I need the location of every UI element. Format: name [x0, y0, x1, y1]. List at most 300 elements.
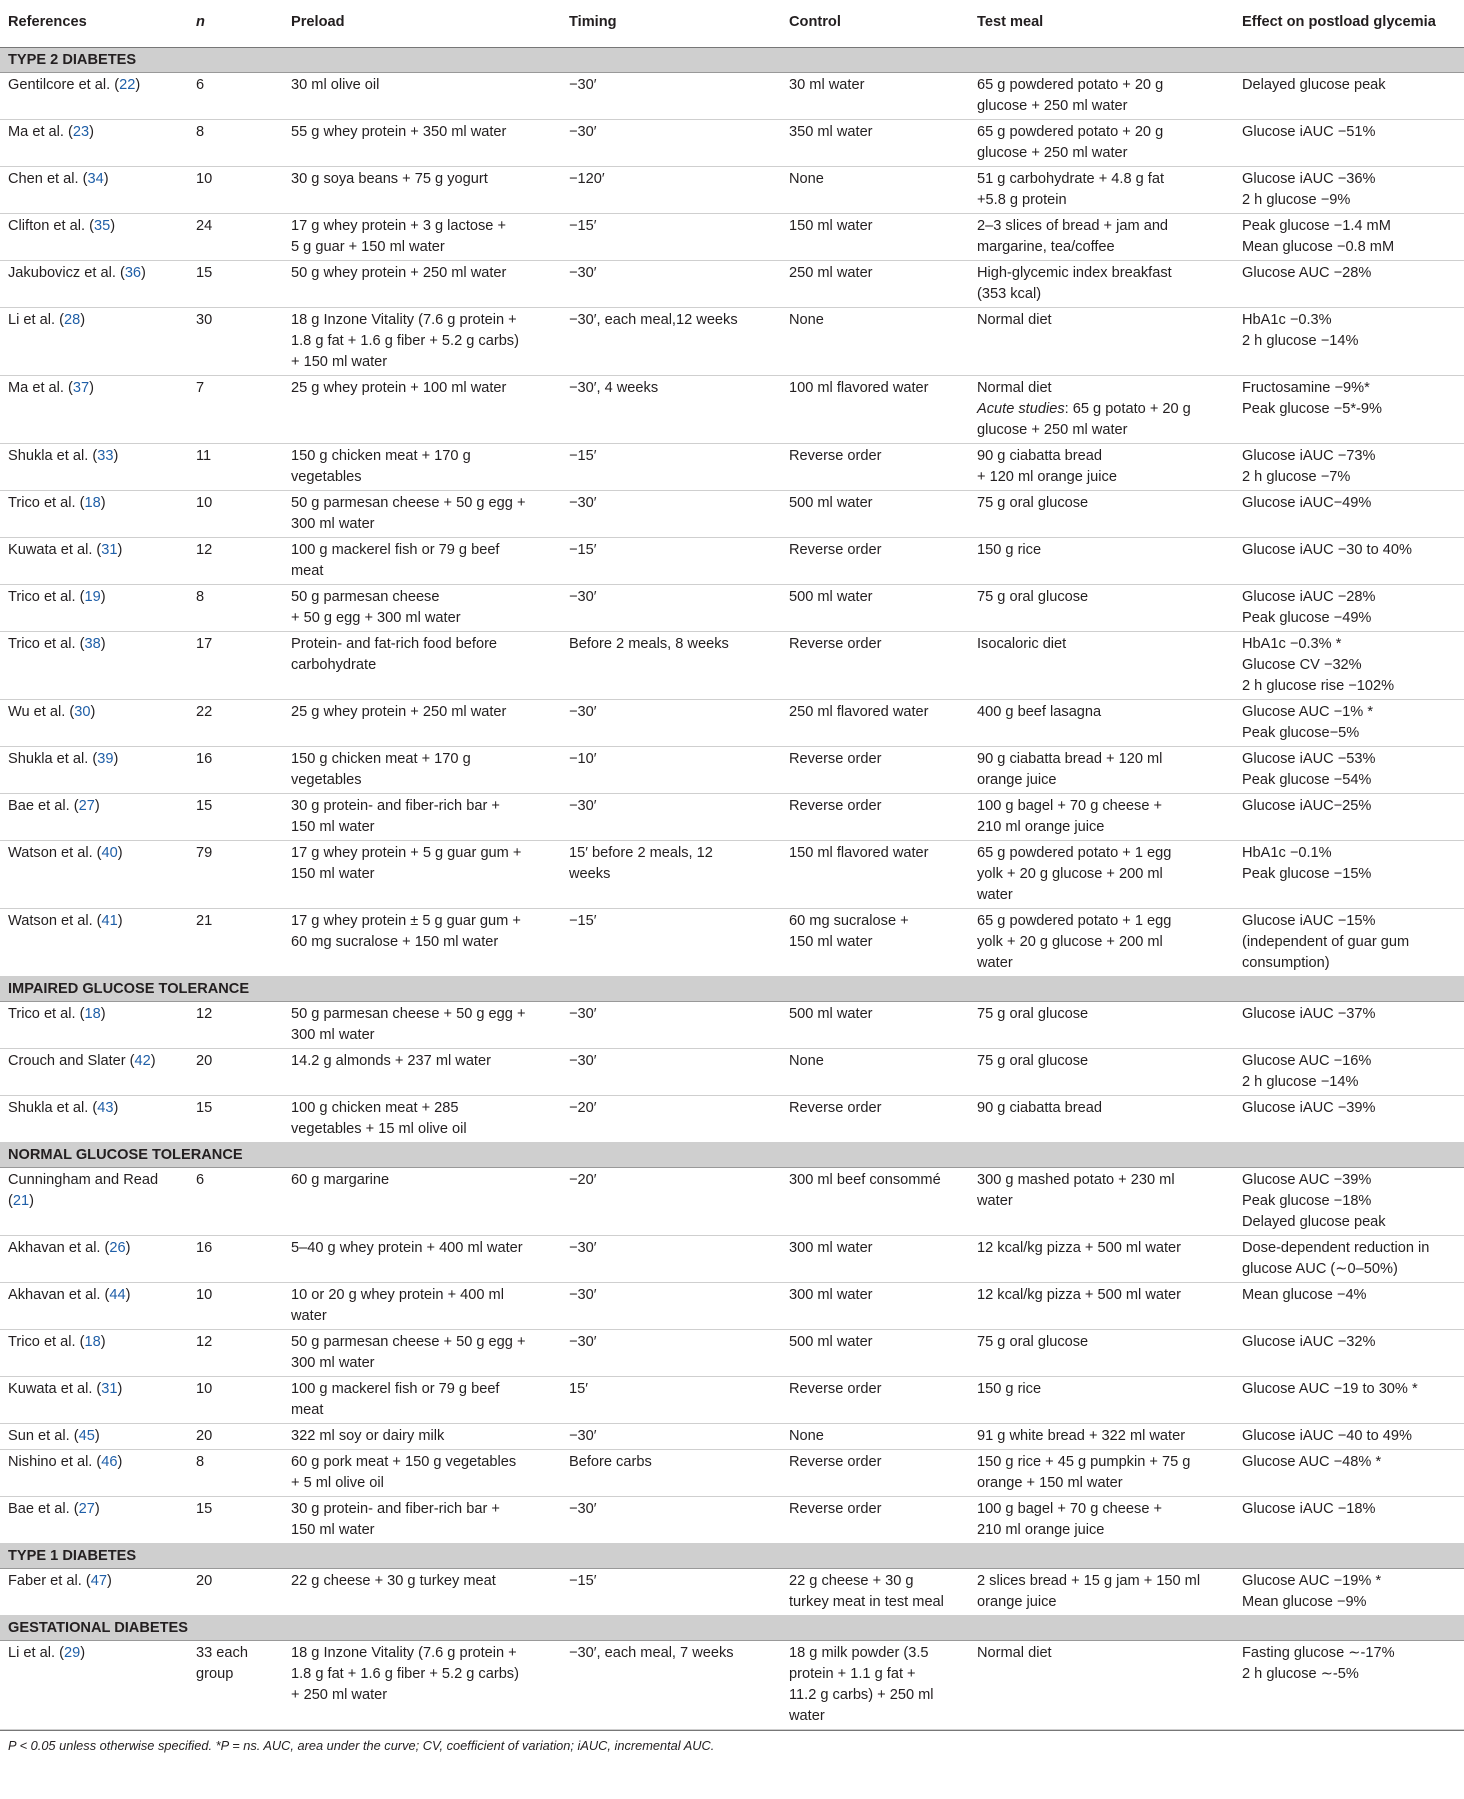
cell-line: 60 g pork meat + 150 g vegetables [291, 1454, 517, 1470]
cell-line: None [789, 1053, 824, 1069]
reference-cell[interactable] [0, 1049, 188, 1096]
reference-link[interactable]: Wu et al. (30) [8, 704, 96, 720]
reference-link[interactable]: Trico et al. (18) [8, 495, 106, 511]
table-footnote: P < 0.05 unless otherwise specified. *P = ns. AUC, area under the curve; CV, coefficient of variation; iAUC, incremental AUC. [0, 1730, 1464, 1755]
cell-line: −15′ [569, 1573, 597, 1589]
reference-cell[interactable] [0, 214, 188, 261]
cell-line: Glucose AUC −48% * [1242, 1454, 1382, 1470]
cell-line: Glucose iAUC −40 to 49% [1242, 1428, 1412, 1444]
effect-cell [1234, 538, 1464, 585]
cell-line: 65 g powdered potato + 20 g [977, 124, 1164, 140]
reference-link[interactable]: Shukla et al. (43) [8, 1100, 119, 1116]
table-header [0, 0, 1464, 48]
cell-line: 150 ml flavored water [789, 845, 929, 861]
reference-cell[interactable] [0, 1330, 188, 1377]
cell-line: HbA1c −0.3% * [1242, 636, 1342, 652]
effect-cell [1234, 214, 1464, 261]
n-cell [188, 308, 283, 376]
reference-link[interactable]: Ma et al. (23) [8, 124, 94, 140]
cell-line: Glucose AUC −28% [1242, 265, 1372, 281]
control-cell [781, 214, 969, 261]
cell-line: 55 g whey protein + 350 ml water [291, 124, 507, 140]
col-timing: Timing [561, 0, 781, 48]
cell-line: Delayed glucose peak [1242, 1214, 1386, 1230]
table-row [0, 1377, 1464, 1424]
cell-line: 15′ before 2 meals, 12 [569, 845, 713, 861]
reference-link[interactable]: Shukla et al. (39) [8, 751, 119, 767]
cell-line: 75 g oral glucose [977, 1053, 1089, 1069]
preload-cell [283, 1002, 561, 1049]
preload-cell [283, 120, 561, 167]
n-cell [188, 841, 283, 909]
effect-cell [1234, 1641, 1464, 1730]
cell-line: 12 [196, 1334, 213, 1350]
cell-line [977, 399, 1224, 420]
cell-line: −30′ [569, 1334, 597, 1350]
reference-link[interactable]: Bae et al. (27) [8, 798, 100, 814]
reference-cell[interactable] [0, 1236, 188, 1283]
effect-cell [1234, 1236, 1464, 1283]
cell-line: protein + 1.1 g fat + [789, 1666, 916, 1682]
test-meal-cell [969, 1497, 1234, 1544]
n-cell [188, 585, 283, 632]
control-cell [781, 444, 969, 491]
control-cell [781, 1096, 969, 1143]
cell-line: 17 g whey protein ± 5 g guar gum + [291, 913, 521, 929]
table-row [0, 214, 1464, 261]
reference-link[interactable]: Clifton et al. (35) [8, 218, 116, 234]
table-row [0, 261, 1464, 308]
test-meal-cell [969, 1641, 1234, 1730]
col-control: Control [781, 0, 969, 48]
cell-line: −30′, each meal,12 weeks [569, 312, 738, 328]
reference-cell[interactable] [0, 261, 188, 308]
cell-line: Glucose iAUC−25% [1242, 798, 1372, 814]
cell-line: Peak glucose −49% [1242, 610, 1372, 626]
effect-cell [1234, 73, 1464, 120]
cell-line: 5 g guar + 150 ml water [291, 239, 445, 255]
cell-line: 15 [196, 798, 213, 814]
table-row [0, 1236, 1464, 1283]
effect-cell [1234, 632, 1464, 700]
cell-line: margarine, tea/coffee [977, 239, 1115, 255]
effect-cell [1234, 444, 1464, 491]
control-cell [781, 261, 969, 308]
test-meal-cell [969, 747, 1234, 794]
cell-line: HbA1c −0.1% [1242, 845, 1332, 861]
control-cell [781, 841, 969, 909]
timing-cell [561, 214, 781, 261]
preload-cell [283, 538, 561, 585]
table-row [0, 585, 1464, 632]
reference-cell[interactable] [0, 73, 188, 120]
cell-line: Peak glucose −54% [1242, 772, 1372, 788]
control-cell [781, 1168, 969, 1236]
cell-line: (independent of guar gum [1242, 934, 1410, 950]
test-meal-cell [969, 1377, 1234, 1424]
cell-line: −10′ [569, 751, 597, 767]
effect-cell [1234, 1049, 1464, 1096]
cell-line: −15′ [569, 913, 597, 929]
timing-cell [561, 491, 781, 538]
reference-cell[interactable] [0, 1002, 188, 1049]
test-meal-cell [969, 538, 1234, 585]
reference-link[interactable]: Watson et al. (40) [8, 845, 123, 861]
test-meal-cell [969, 491, 1234, 538]
cell-line: Glucose iAUC −73% [1242, 448, 1376, 464]
timing-cell [561, 1424, 781, 1450]
effect-cell [1234, 1330, 1464, 1377]
reference-link[interactable]: Li et al. (28) [8, 312, 86, 328]
cell-line: 10 or 20 g whey protein + 400 ml [291, 1287, 504, 1303]
control-cell [781, 1283, 969, 1330]
cell-line: 150 ml water [291, 866, 375, 882]
table-row [0, 444, 1464, 491]
cell-line: 30 g protein- and fiber-rich bar + [291, 1501, 500, 1517]
cell-line: 16 [196, 751, 213, 767]
preload-cell [283, 1641, 561, 1730]
col-n: n [188, 0, 283, 48]
effect-cell [1234, 909, 1464, 977]
reference-cell[interactable] [0, 491, 188, 538]
cell-line: water [789, 1708, 825, 1724]
cell-line: 60 mg sucralose + 150 ml water [291, 934, 499, 950]
cell-line: 2 h glucose −14% [1242, 333, 1359, 349]
cell-line: 15 [196, 265, 213, 281]
group-header-row [0, 1143, 1464, 1168]
cell-line: 150 ml water [291, 819, 375, 835]
reference-link[interactable]: Akhavan et al. (44) [8, 1287, 131, 1303]
preload-cell [283, 1049, 561, 1096]
cell-line: 8 [196, 124, 205, 140]
col-test-meal: Test meal [969, 0, 1234, 48]
reference-cell[interactable] [0, 909, 188, 977]
cell-line: Normal diet [977, 1645, 1052, 1661]
cell-line: 33 each [196, 1645, 248, 1661]
cell-line: yolk + 20 g glucose + 200 ml [977, 934, 1163, 950]
cell-line: 30 [196, 312, 213, 328]
cell-line: 100 g chicken meat + 285 [291, 1100, 459, 1116]
control-cell [781, 1002, 969, 1049]
cell-line: Reverse order [789, 751, 882, 767]
timing-cell [561, 1002, 781, 1049]
cell-line: −30′ [569, 1287, 597, 1303]
col-effect: Effect on postload glycemia [1234, 0, 1464, 48]
reference-cell[interactable] [0, 1424, 188, 1450]
timing-cell [561, 167, 781, 214]
cell-line: meat [291, 1402, 324, 1418]
cell-line: −30′ [569, 1053, 597, 1069]
n-cell [188, 1497, 283, 1544]
test-meal-cell [969, 700, 1234, 747]
test-meal-cell [969, 1096, 1234, 1143]
cell-line: 300 g mashed potato + 230 ml [977, 1172, 1175, 1188]
cell-line: 11.2 g carbs) + 250 ml [789, 1687, 934, 1703]
cell-line: 65 g powdered potato + 1 egg [977, 845, 1172, 861]
reference-link[interactable]: Trico et al. (18) [8, 1334, 106, 1350]
timing-cell [561, 909, 781, 977]
cell-line: glucose + 250 ml water [977, 98, 1128, 114]
reference-link[interactable]: Akhavan et al. (26) [8, 1240, 131, 1256]
timing-cell [561, 120, 781, 167]
reference-cell[interactable] [0, 376, 188, 444]
reference-cell[interactable] [0, 167, 188, 214]
cell-line: −30′ [569, 124, 597, 140]
cell-line: 18 g milk powder (3.5 [789, 1645, 929, 1661]
cell-line: Glucose AUC −19 to 30% * [1242, 1381, 1418, 1397]
timing-cell [561, 308, 781, 376]
test-meal-cell [969, 1450, 1234, 1497]
cell-line: 322 ml soy or dairy milk [291, 1428, 445, 1444]
cell-line: carbohydrate [291, 657, 377, 673]
group-header-row [0, 48, 1464, 73]
cell-line: 250 ml flavored water [789, 704, 929, 720]
reference-link[interactable]: Shukla et al. (33) [8, 448, 119, 464]
reference-link[interactable]: Trico et al. (18) [8, 1006, 106, 1022]
n-cell [188, 1641, 283, 1730]
timing-cell [561, 1641, 781, 1730]
n-cell [188, 1236, 283, 1283]
control-cell [781, 1569, 969, 1616]
cell-line: 6 [196, 77, 205, 93]
cell-line: 50 g whey protein + 250 ml water [291, 265, 507, 281]
reference-cell[interactable] [0, 1377, 188, 1424]
cell-line: Glucose AUC −1% * [1242, 704, 1374, 720]
reference-cell[interactable] [0, 747, 188, 794]
cell-line: + 50 g egg + 300 ml water [291, 610, 461, 626]
n-cell [188, 73, 283, 120]
control-cell [781, 167, 969, 214]
cell-line: 8 [196, 589, 205, 605]
reference-cell[interactable] [0, 1497, 188, 1544]
reference-cell[interactable] [0, 538, 188, 585]
n-cell [188, 1330, 283, 1377]
reference-cell[interactable] [0, 794, 188, 841]
test-meal-cell [969, 167, 1234, 214]
test-meal-cell [969, 376, 1234, 444]
reference-link[interactable]: Trico et al. (19) [8, 589, 106, 605]
cell-line: 10 [196, 1381, 213, 1397]
cell-line: HbA1c −0.3% [1242, 312, 1332, 328]
cell-line: consumption) [1242, 955, 1330, 971]
cell-line: Mean glucose −9% [1242, 1594, 1367, 1610]
preload-cell [283, 214, 561, 261]
timing-cell [561, 73, 781, 120]
cell-line: None [789, 312, 824, 328]
table-row [0, 1330, 1464, 1377]
cell-line: 51 g carbohydrate + 4.8 g fat [977, 171, 1165, 187]
cell-line: 25 g whey protein + 250 ml water [291, 704, 507, 720]
cell-line: 65 g powdered potato + 20 g [977, 77, 1164, 93]
cell-line: Peak glucose −1.4 mM [1242, 218, 1391, 234]
cell-line: orange + 150 ml water [977, 1475, 1123, 1491]
control-cell [781, 909, 969, 977]
cell-line: 150 g rice [977, 1381, 1042, 1397]
table-row [0, 1168, 1464, 1236]
cell-line: 90 g ciabatta bread [977, 1100, 1102, 1116]
preload-cell [283, 1330, 561, 1377]
effect-cell [1234, 1424, 1464, 1450]
cell-line: −30′ [569, 1240, 597, 1256]
test-meal-cell [969, 308, 1234, 376]
reference-cell[interactable] [0, 444, 188, 491]
reference-link[interactable]: Jakubovicz et al. (36) [8, 265, 146, 281]
test-meal-cell [969, 1283, 1234, 1330]
cell-line: 15 [196, 1100, 213, 1116]
cell-line: −120′ [569, 171, 605, 187]
cell-line: Glucose CV −32% [1242, 657, 1362, 673]
effect-cell [1234, 1168, 1464, 1236]
cell-line: 300 ml water [291, 516, 375, 532]
cell-line: Reverse order [789, 1381, 882, 1397]
reference-cell[interactable] [0, 1641, 188, 1730]
cell-line: 2–3 slices of bread + jam and [977, 218, 1169, 234]
preload-cell [283, 73, 561, 120]
control-cell [781, 1497, 969, 1544]
reference-link[interactable]: Bae et al. (27) [8, 1501, 100, 1517]
group-title: NORMAL GLUCOSE TOLERANCE [0, 1143, 1464, 1168]
timing-cell [561, 700, 781, 747]
cell-line: +5.8 g protein [977, 192, 1067, 208]
control-cell [781, 308, 969, 376]
cell-line: + 5 ml olive oil [291, 1475, 384, 1491]
col-references: References [0, 0, 188, 48]
n-cell [188, 261, 283, 308]
cell-line: 14.2 g almonds + 237 ml water [291, 1053, 491, 1069]
cell-line: glucose + 250 ml water [977, 145, 1128, 161]
preload-cell [283, 909, 561, 977]
reference-cell[interactable] [0, 841, 188, 909]
cell-line: 100 g mackerel fish or 79 g beef [291, 1381, 500, 1397]
reference-link[interactable]: Ma et al. (37) [8, 380, 94, 396]
control-cell [781, 376, 969, 444]
cell-line: glucose + 250 ml water [977, 422, 1128, 438]
cell-line: Before 2 meals, 8 weeks [569, 636, 729, 652]
cell-line: Glucose iAUC −28% [1242, 589, 1376, 605]
cell-line: Glucose iAUC −53% [1242, 751, 1376, 767]
preload-cell [283, 700, 561, 747]
table-row [0, 1283, 1464, 1330]
cell-line: 50 g parmesan cheese + 50 g egg + [291, 1334, 526, 1350]
effect-cell [1234, 1002, 1464, 1049]
cell-line: −30′ [569, 589, 597, 605]
reference-link[interactable]: Watson et al. (41) [8, 913, 123, 929]
acute-studies-text: : 65 g potato + 20 g [1064, 401, 1191, 417]
cell-line: Cunningham and Read [8, 1172, 159, 1188]
reference-link[interactable]: Kuwata et al. (31) [8, 542, 123, 558]
preload-cell [283, 841, 561, 909]
reference-cell[interactable] [0, 1168, 188, 1236]
reference-cell[interactable] [0, 700, 188, 747]
control-cell [781, 747, 969, 794]
cell-line: 8 [196, 1454, 205, 1470]
effect-cell [1234, 1096, 1464, 1143]
group-header-row [0, 1616, 1464, 1641]
timing-cell [561, 1450, 781, 1497]
reference-cell[interactable] [0, 120, 188, 167]
preload-cell [283, 747, 561, 794]
cell-line: 150 g rice + 45 g pumpkin + 75 g [977, 1454, 1191, 1470]
cell-line: Delayed glucose peak [1242, 77, 1386, 93]
reference-link[interactable]: Sun et al. (45) [8, 1428, 100, 1444]
reference-cell[interactable] [0, 1450, 188, 1497]
effect-cell [1234, 1377, 1464, 1424]
cell-line: 17 g whey protein + 3 g lactose + [291, 218, 506, 234]
test-meal-cell [969, 841, 1234, 909]
cell-line: 18 g Inzone Vitality (7.6 g protein + [291, 312, 517, 328]
preload-cell [283, 308, 561, 376]
test-meal-cell [969, 1049, 1234, 1096]
reference-link[interactable]: Gentilcore et al. (22) [8, 77, 141, 93]
control-cell [781, 1424, 969, 1450]
n-cell [188, 1424, 283, 1450]
timing-cell [561, 1497, 781, 1544]
n-cell [188, 1377, 283, 1424]
cell-line: Normal diet [977, 380, 1052, 396]
table-row [0, 167, 1464, 214]
preload-cell [283, 1424, 561, 1450]
timing-cell [561, 444, 781, 491]
reference-cell[interactable] [0, 1283, 188, 1330]
effect-cell [1234, 841, 1464, 909]
cell-line: Mean glucose −4% [1242, 1287, 1367, 1303]
cell-line: meat [291, 563, 324, 579]
control-cell [781, 1049, 969, 1096]
reference-link[interactable]: Chen et al. (34) [8, 171, 109, 187]
n-cell [188, 747, 283, 794]
reference-link[interactable]: Faber et al. (47) [8, 1573, 112, 1589]
cell-line: 350 ml water [789, 124, 873, 140]
reference-link[interactable]: Li et al. (29) [8, 1645, 86, 1661]
cell-line: Reverse order [789, 542, 882, 558]
table-row [0, 747, 1464, 794]
control-cell [781, 632, 969, 700]
reference-cell[interactable] [0, 1096, 188, 1143]
reference-cell[interactable] [0, 1569, 188, 1616]
cell-line: Glucose AUC −19% * [1242, 1573, 1382, 1589]
table-row [0, 700, 1464, 747]
control-cell [781, 1236, 969, 1283]
n-cell [188, 167, 283, 214]
preload-cell [283, 1236, 561, 1283]
cell-line: 79 [196, 845, 213, 861]
reference-cell[interactable] [0, 308, 188, 376]
table-row [0, 1096, 1464, 1143]
reference-link[interactable]: Trico et al. (38) [8, 636, 106, 652]
group-header-row [0, 977, 1464, 1002]
cell-line: 20 [196, 1573, 213, 1589]
cell-line: orange juice [977, 1594, 1057, 1610]
cell-line: High-glycemic index breakfast [977, 265, 1172, 281]
reference-link[interactable]: Nishino et al. (46) [8, 1454, 123, 1470]
cell-line: 150 ml water [789, 218, 873, 234]
reference-link[interactable]: Crouch and Slater (42) [8, 1053, 156, 1069]
reference-cell[interactable] [0, 632, 188, 700]
cell-line: water [291, 1308, 327, 1324]
cell-line: 65 g powdered potato + 1 egg [977, 913, 1172, 929]
preload-cell [283, 261, 561, 308]
cell-line: Before carbs [569, 1454, 652, 1470]
table-row [0, 1497, 1464, 1544]
cell-line: Isocaloric diet [977, 636, 1067, 652]
reference-link[interactable]: Kuwata et al. (31) [8, 1381, 123, 1397]
preload-cell [283, 1283, 561, 1330]
reference-cell[interactable] [0, 585, 188, 632]
group-title: GESTATIONAL DIABETES [0, 1616, 1464, 1641]
test-meal-cell [969, 1424, 1234, 1450]
preload-cell [283, 444, 561, 491]
control-cell [781, 1377, 969, 1424]
